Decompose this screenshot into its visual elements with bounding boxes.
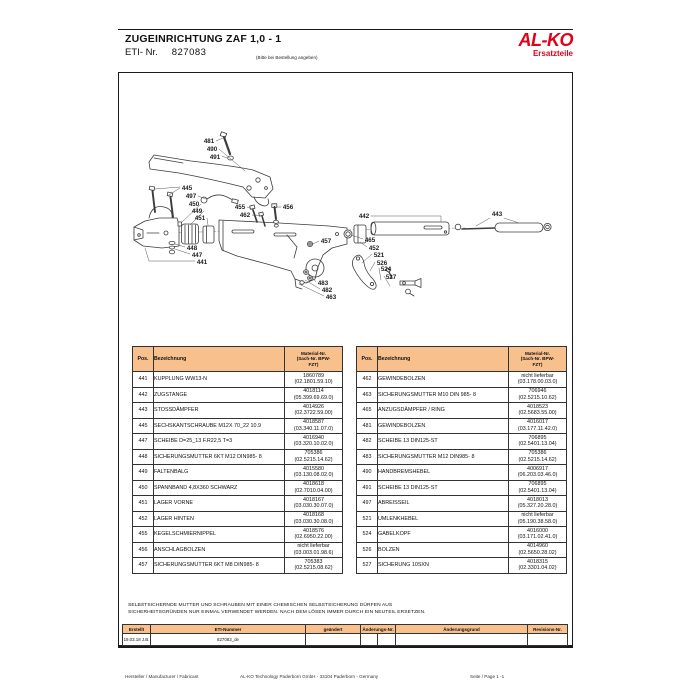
part-pos: 526: [357, 542, 378, 558]
diagram-callout-450: 450: [188, 201, 200, 208]
parts-table-right: [356, 346, 567, 574]
part-row: [133, 527, 343, 543]
main-housing: [219, 220, 347, 289]
logo-subtitle: Ersatzteile: [532, 49, 573, 58]
part-row: [133, 434, 343, 450]
part-material-nr: 705386 (02.5215.14.62): [285, 449, 343, 465]
part-pos: 491: [357, 480, 378, 496]
parts-table-left: [132, 346, 343, 574]
part-name: GEWINDEBOLZEN: [378, 372, 509, 388]
part-row: [133, 372, 343, 388]
part-pos: 463: [357, 387, 378, 403]
part-material-nr: nicht lieferbar (05.190.38.58.0): [509, 511, 567, 527]
part-pos: 455: [133, 527, 154, 543]
col-header-name: Bezeichnung: [154, 347, 285, 372]
rev-col-revision: Revisions-Nr.: [528, 625, 568, 634]
part-row: [133, 449, 343, 465]
part-row: [357, 480, 567, 496]
part-material-nr: 4018315 (02.3301.04.02): [509, 558, 567, 574]
part-material-nr: 706946 (02.5215.10.62): [509, 387, 567, 403]
part-material-nr: 4006917 (06.203.03.46.0): [509, 465, 567, 481]
part-material-nr: 4014926 (02.3722.59.00): [285, 403, 343, 419]
part-material-nr: 4018013 (05.327.20.28.0): [509, 496, 567, 512]
part-pos: 451: [133, 496, 154, 512]
part-pos: 465: [357, 403, 378, 419]
revision-data-row: [123, 634, 568, 646]
part-material-nr: nicht lieferbar (03.003.01.98.6): [285, 542, 343, 558]
part-name: ZUGSTANGE: [154, 387, 285, 403]
part-name: SCHEIBE 13 DIN125-ST: [378, 434, 509, 450]
part-name: SPANNBAND 4,8X360 SCHWARZ: [154, 480, 285, 496]
part-name: ABREISSEIL: [378, 496, 509, 512]
diagram-callout-457: 457: [320, 238, 332, 245]
part-pos: 452: [133, 511, 154, 527]
rev-erstellt-value: 19.03.18 J.B.: [123, 634, 151, 646]
part-row: [133, 480, 343, 496]
exploded-parts-diagram: [119, 75, 571, 347]
part-pos: 521: [357, 511, 378, 527]
part-row: [357, 511, 567, 527]
clevis-assembly: [386, 268, 421, 296]
part-name: SECHSKANTSCHRAUBE M12X 70_22 10.9: [154, 418, 285, 434]
part-pos: 448: [133, 449, 154, 465]
diagram-callout-462: 462: [239, 212, 251, 219]
diagram-callout-490: 490: [206, 146, 218, 153]
page-title: ZUGEINRICHTUNG ZAF 1,0 - 1: [125, 33, 282, 45]
part-row: [133, 542, 343, 558]
part-pos: 481: [357, 418, 378, 434]
part-material-nr: 4018618 (02.7010.04.00): [285, 480, 343, 496]
diagram-callout-452: 452: [368, 245, 380, 252]
diagram-callout-481: 481: [203, 138, 215, 145]
part-row: [357, 527, 567, 543]
col-header-pos: Pos.: [357, 347, 378, 372]
eti-number-line: [125, 47, 206, 58]
part-row: [133, 558, 343, 574]
part-row: [357, 496, 567, 512]
part-pos: 462: [357, 372, 378, 388]
diagram-callout-527: 527: [385, 274, 397, 281]
diagram-callout-456: 456: [282, 204, 294, 211]
revision-table: [122, 624, 568, 646]
safety-note-line2: SICHERHEITSGRÜNDEN NUR EINMAL VERWENDET WERDEN. NACH DEM LÖSEN IMMER DURCH EIN NEUTEIL ERSETZEN.: [128, 610, 426, 616]
shock-absorber: [462, 223, 551, 232]
diagram-callout-482: 482: [321, 287, 333, 294]
part-row: [357, 372, 567, 388]
part-row: [133, 496, 343, 512]
part-name: KUPPLUNG WW13-N: [154, 372, 285, 388]
diagram-callout-441: 441: [196, 259, 208, 266]
diagram-callout-491: 491: [209, 154, 221, 161]
part-pos: 490: [357, 465, 378, 481]
part-row: [133, 511, 343, 527]
alko-logo: AL-KO: [518, 30, 573, 50]
part-material-nr: 705383 (02.5215.08.62): [285, 558, 343, 574]
part-name: SCHEIBE 13 DIN125-ST: [378, 480, 509, 496]
col-header-material: Material-Nr. (Sach-Nr. BPW- FZT): [509, 347, 567, 372]
revision-header-row: [123, 625, 568, 634]
part-name: LAGER HINTEN: [154, 511, 285, 527]
diagram-callout-443: 443: [491, 211, 503, 218]
part-row: [357, 558, 567, 574]
safety-note-line1: SELBSTSICHERNDE MUTTER UND SCHRAUBEN MIT EINER CHEMISCHEN SELBSTSICHERUNG DÜRFEN AUS: [128, 603, 393, 608]
part-pos: 457: [133, 558, 154, 574]
order-note: (Bitte bei Bestellung angeben): [256, 55, 318, 60]
part-material-nr: 4018167 (03.030.30.07.0): [285, 496, 343, 512]
col-header-material: Material-Nr. (Sach-Nr. BPW- FZT): [285, 347, 343, 372]
part-name: GEWINDEBOLZEN: [378, 418, 509, 434]
part-material-nr: 4015580 (03.130.08.02.0): [285, 465, 343, 481]
footer-page-number: Seite / Page 1 -1: [470, 674, 505, 679]
diagram-callout-497: 497: [185, 193, 197, 200]
part-row: [133, 465, 343, 481]
part-name: HANDBREMSHEBEL: [378, 465, 509, 481]
part-name: SCHEIBE D=25_13 F.R22,5 T=3: [154, 434, 285, 450]
lock-nut: [307, 241, 312, 246]
rev-col-aenderungs-nr: Änderungs-Nr.: [362, 626, 394, 632]
rev-col-eti: ETI-Nummer: [151, 625, 306, 634]
part-name: SICHERUNGSMUTTER M10 DIN 985- 8: [378, 387, 509, 403]
part-row: [357, 434, 567, 450]
handbrake-lever: [149, 155, 273, 206]
part-material-nr: 706895 (02.5401.13.04): [509, 434, 567, 450]
part-material-nr: 4018576 (02.6950.22.00): [285, 527, 343, 543]
rev-revision-value: [528, 634, 568, 646]
tube-ring: [455, 224, 461, 230]
part-material-nr: 4016000 (03.171.02.41.0): [509, 527, 567, 543]
breakaway-cable: [201, 195, 238, 204]
diagram-callout-448: 448: [186, 245, 198, 252]
footer-company: AL-KO Technology Paderborn GmbH - 33104 Paderborn - Germany: [240, 674, 379, 679]
drawbar-tube: [371, 222, 449, 235]
part-row: [133, 403, 343, 419]
diagram-callout-483: 483: [317, 280, 329, 287]
eti-label: ETI- Nr.: [125, 47, 158, 58]
table-header-row: [357, 347, 567, 372]
part-material-nr: 4018168 (03.030.30.08.0): [285, 511, 343, 527]
part-name: STOSSDÄMPFER: [154, 403, 285, 419]
part-name: KEGELSCHMIERNIPPEL: [154, 527, 285, 543]
footer-manufacturer: Hersteller / Manufacturer / Fabricant: [125, 674, 199, 679]
part-material-nr: 4014960 (02.5650.28.02): [509, 542, 567, 558]
diagram-callout-463: 463: [325, 294, 337, 301]
part-pos: 483: [357, 449, 378, 465]
part-pos: 442: [133, 387, 154, 403]
part-material-nr: nicht lieferbar (03.178.00.03.0): [509, 372, 567, 388]
diagram-callout-526: 526: [376, 260, 388, 267]
part-pos: 447: [133, 434, 154, 450]
part-row: [133, 418, 343, 434]
part-material-nr: 4018114 (05.399.69.69.0): [285, 387, 343, 403]
part-pos: 482: [357, 434, 378, 450]
part-name: BOLZEN: [378, 542, 509, 558]
part-pos: 497: [357, 496, 378, 512]
eti-number: 827083: [171, 47, 207, 58]
col-header-name: Bezeichnung: [378, 347, 509, 372]
part-row: [357, 542, 567, 558]
part-row: [357, 418, 567, 434]
part-row: [357, 387, 567, 403]
part-pos: 449: [133, 465, 154, 481]
part-row: [357, 449, 567, 465]
rev-aenderungs-nr-value-2: [378, 634, 396, 646]
part-material-nr: 4018587 (03.340.11.07.0): [285, 418, 343, 434]
reversing-lever: [352, 255, 376, 289]
part-pos: 524: [357, 527, 378, 543]
part-pos: 445: [133, 418, 154, 434]
diagram-callout-445: 445: [181, 185, 193, 192]
part-row: [133, 387, 343, 403]
part-material-nr: 706895 (02.5401.13.04): [509, 480, 567, 496]
diagram-callout-524: 524: [380, 266, 392, 273]
rev-grund-value: [396, 634, 528, 646]
part-name: FALTENBALG: [154, 465, 285, 481]
diagram-callout-455: 455: [234, 204, 246, 211]
diagram-callout-451: 451: [194, 215, 206, 222]
part-material-nr: 4016940 (03.320.10.02.0): [285, 434, 343, 450]
safety-note: [128, 602, 426, 616]
part-name: SICHERUNG 10SXN: [378, 558, 509, 574]
part-name: SICHERUNGSMUTTER M12 DIN985- 8: [378, 449, 509, 465]
rev-col-erstellt: Erstellt: [123, 625, 151, 634]
part-pos: 450: [133, 480, 154, 496]
diagram-callout-465: 465: [364, 237, 376, 244]
bellows: [178, 222, 214, 244]
part-pos: 443: [133, 403, 154, 419]
part-name: ANZUGSDÄMPFER / RING: [378, 403, 509, 419]
content-frame: [118, 72, 573, 648]
part-row: [357, 403, 567, 419]
table-header-row: [133, 347, 343, 372]
part-material-nr: 4016017 (03.177.11.42.0): [509, 418, 567, 434]
part-material-nr: 1860789 (02.1801.59.10): [285, 372, 343, 388]
rev-geaendert-value: [306, 634, 361, 646]
diagram-callout-447: 447: [191, 252, 203, 259]
part-name: LAGER VORNE: [154, 496, 285, 512]
rev-col-grund: Änderungsgrund: [396, 625, 528, 634]
part-pos: 456: [133, 542, 154, 558]
part-pos: 441: [133, 372, 154, 388]
diagram-callout-521: 521: [373, 252, 385, 259]
rev-eti-value: 827083_de: [151, 634, 306, 646]
part-row: [357, 465, 567, 481]
header-rule: [118, 29, 573, 30]
part-name: ANSCHLAGBOLZEN: [154, 542, 285, 558]
part-pos: 527: [357, 558, 378, 574]
part-name: SICHERUNGSMUTTER 6KT M12 DIN985- 8: [154, 449, 285, 465]
part-material-nr: 4018523 (02.5683.55.00): [509, 403, 567, 419]
col-header-pos: Pos.: [133, 347, 154, 372]
rev-aenderungs-nr-value-1: [361, 634, 378, 646]
diagram-callout-442: 442: [358, 213, 370, 220]
part-name: GABELKOPF: [378, 527, 509, 543]
part-material-nr: 705386 (02.5215.14.62): [509, 449, 567, 465]
rev-col-geaendert: geändert: [306, 625, 361, 634]
diagram-callout-449: 449: [191, 208, 203, 215]
part-name: SICHERUNGSMUTTER 6KT M8 DIN985- 8: [154, 558, 285, 574]
part-name: UMLENKHEBEL: [378, 511, 509, 527]
